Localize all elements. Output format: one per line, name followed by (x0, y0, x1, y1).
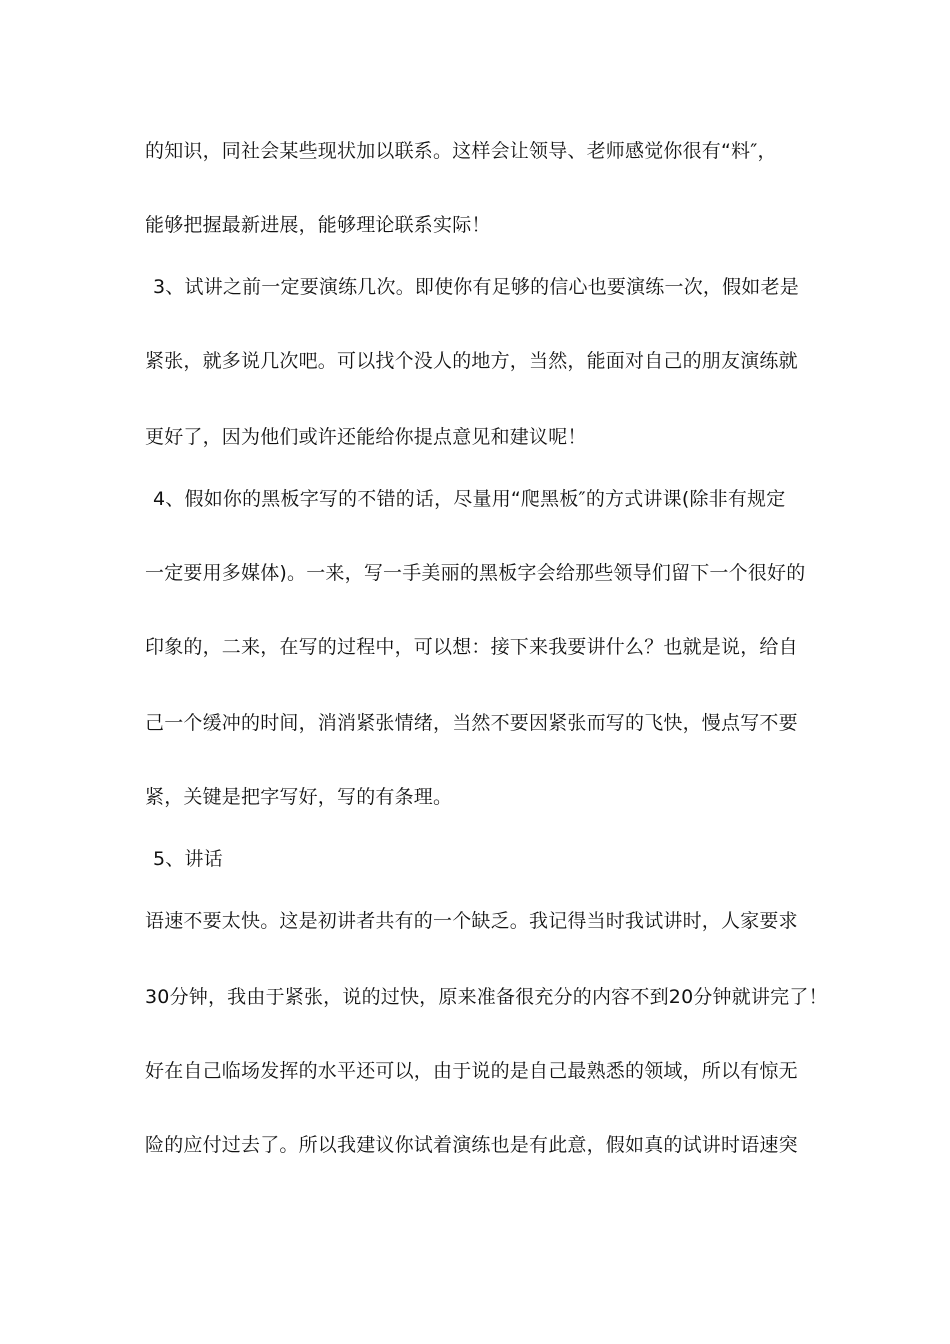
text-line-15: 险的应付过去了。所以我建议你试着演练也是有此意，假如真的试讲时语速突 (145, 1134, 798, 1156)
text-line-7: 一定要用多媒体)。一来，写一手美丽的黑板字会给那些领导们留下一个很好的 (145, 562, 806, 584)
text-line-1: 的知识，同社会某些现状加以联系。这样会让领导、老师感觉你很有“料″， (145, 140, 777, 162)
text-line-8: 印象的，二来，在写的过程中，可以想：接下来我要讲什么？也就是说，给自 (145, 636, 798, 658)
text-line-6: 4、假如你的黑板字写的不错的话，尽量用“爬黑板″的方式讲课(除非有规定 (153, 488, 786, 510)
text-line-4: 紧张，就多说几次吧。可以找个没人的地方，当然，能面对自己的朋友演练就 (145, 350, 798, 372)
text-line-10: 紧，关键是把字写好，写的有条理。 (145, 786, 453, 808)
text-line-14: 好在自己临场发挥的水平还可以，由于说的是自己最熟悉的领域，所以有惊无 (145, 1060, 798, 1082)
text-line-3: 3、试讲之前一定要演练几次。即使你有足够的信心也要演练一次，假如老是 (153, 276, 799, 298)
text-line-5: 更好了，因为他们或许还能给你提点意见和建议呢！ (145, 426, 587, 448)
text-line-13: 30分钟，我由于紧张，说的过快，原来准备很充分的内容不到20分钟就讲完了！ (145, 986, 828, 1008)
text-line-12: 语速不要太快。这是初讲者共有的一个缺乏。我记得当时我试讲时，人家要求 (145, 910, 798, 932)
section-heading-5: 5、讲话 (153, 848, 223, 870)
text-line-9: 己一个缓冲的时间，消消紧张情绪，当然不要因紧张而写的飞快，慢点写不要 (145, 712, 798, 734)
text-line-2: 能够把握最新进展，能够理论联系实际！ (145, 214, 491, 236)
